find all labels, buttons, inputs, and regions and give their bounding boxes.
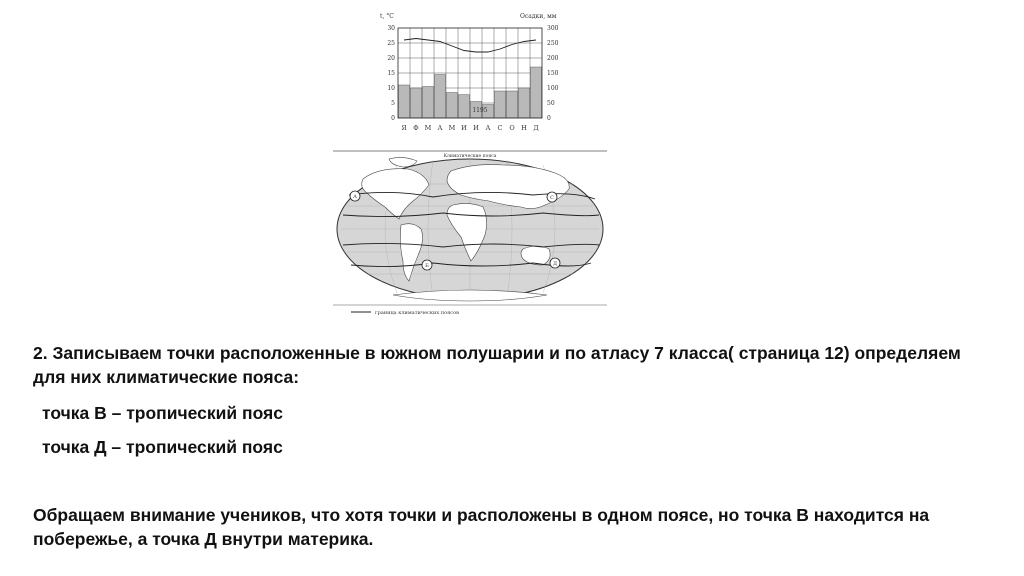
precip-bar (494, 91, 505, 118)
month-label: Д (533, 124, 539, 132)
precip-bar (446, 93, 457, 119)
month-label: Я (401, 124, 407, 132)
climate-chart (368, 10, 568, 142)
marker-c-label: С (550, 195, 554, 201)
point-d-line: точка Д – тропический пояс (42, 437, 283, 457)
precip-bar (410, 88, 421, 118)
precip-bar (458, 95, 469, 118)
point-b-line: точка В – тропический пояс (42, 403, 283, 423)
month-labels (401, 124, 538, 132)
paragraph-note: Обращаем внимание учеников, что хотя точки и расположены в одном поясе, но точка В находится на побережье, а точка Д внутри материка. (33, 505, 930, 549)
month-label: М (424, 124, 432, 132)
precip-bar (506, 91, 517, 118)
precip-bar (530, 67, 541, 118)
right-tick-label: 200 (547, 55, 559, 62)
left-tick-label: 30 (387, 25, 395, 32)
month-label: И (461, 124, 467, 132)
marker-a-label: А (353, 194, 357, 200)
annual-total-label: 1195 (472, 107, 488, 114)
paragraph-step-2 (33, 341, 993, 389)
right-tick-labels (547, 25, 559, 122)
marker-b-label: Б (425, 263, 429, 269)
month-label: О (509, 124, 515, 132)
month-label: А (485, 124, 491, 132)
left-tick-label: 10 (387, 85, 395, 92)
y-left-label: t, °С (380, 13, 394, 20)
month-label: А (437, 124, 443, 132)
y-right-label: Осадки, мм (520, 13, 557, 20)
month-label: С (497, 124, 503, 132)
map-title: Климатические пояса (443, 154, 497, 159)
right-tick-label: 150 (547, 70, 559, 77)
left-tick-label: 0 (391, 115, 395, 122)
right-tick-label: 300 (547, 25, 559, 32)
precip-bar (518, 88, 529, 118)
month-label: Ф (413, 124, 419, 132)
left-tick-label: 20 (387, 55, 395, 62)
marker-d-label: Д (552, 261, 558, 267)
right-tick-label: 100 (547, 85, 559, 92)
month-label: И (473, 124, 479, 132)
right-tick-label: 0 (547, 115, 551, 122)
marker-c (547, 192, 557, 202)
marker-a (350, 191, 360, 201)
legend-text: граница климатических поясов (375, 310, 459, 316)
left-tick-label: 5 (391, 100, 395, 107)
left-tick-label: 25 (387, 40, 395, 47)
precip-bar (398, 85, 409, 118)
step-2-text: . Записываем точки расположенные в южном полушарии и по атласу 7 класса( страница 12) определяем для них климатические пояса: (33, 343, 961, 387)
climate-map (333, 149, 607, 317)
step-number: 2 (33, 343, 43, 363)
precip-bar (434, 75, 445, 119)
precip-bar (422, 87, 433, 119)
marker-d (550, 258, 560, 268)
right-tick-label: 250 (547, 40, 559, 47)
left-tick-label: 15 (387, 70, 395, 77)
month-label: М (448, 124, 456, 132)
right-tick-label: 50 (547, 100, 555, 107)
left-tick-labels (387, 25, 395, 122)
month-label: Н (521, 124, 527, 132)
marker-b (422, 260, 432, 270)
